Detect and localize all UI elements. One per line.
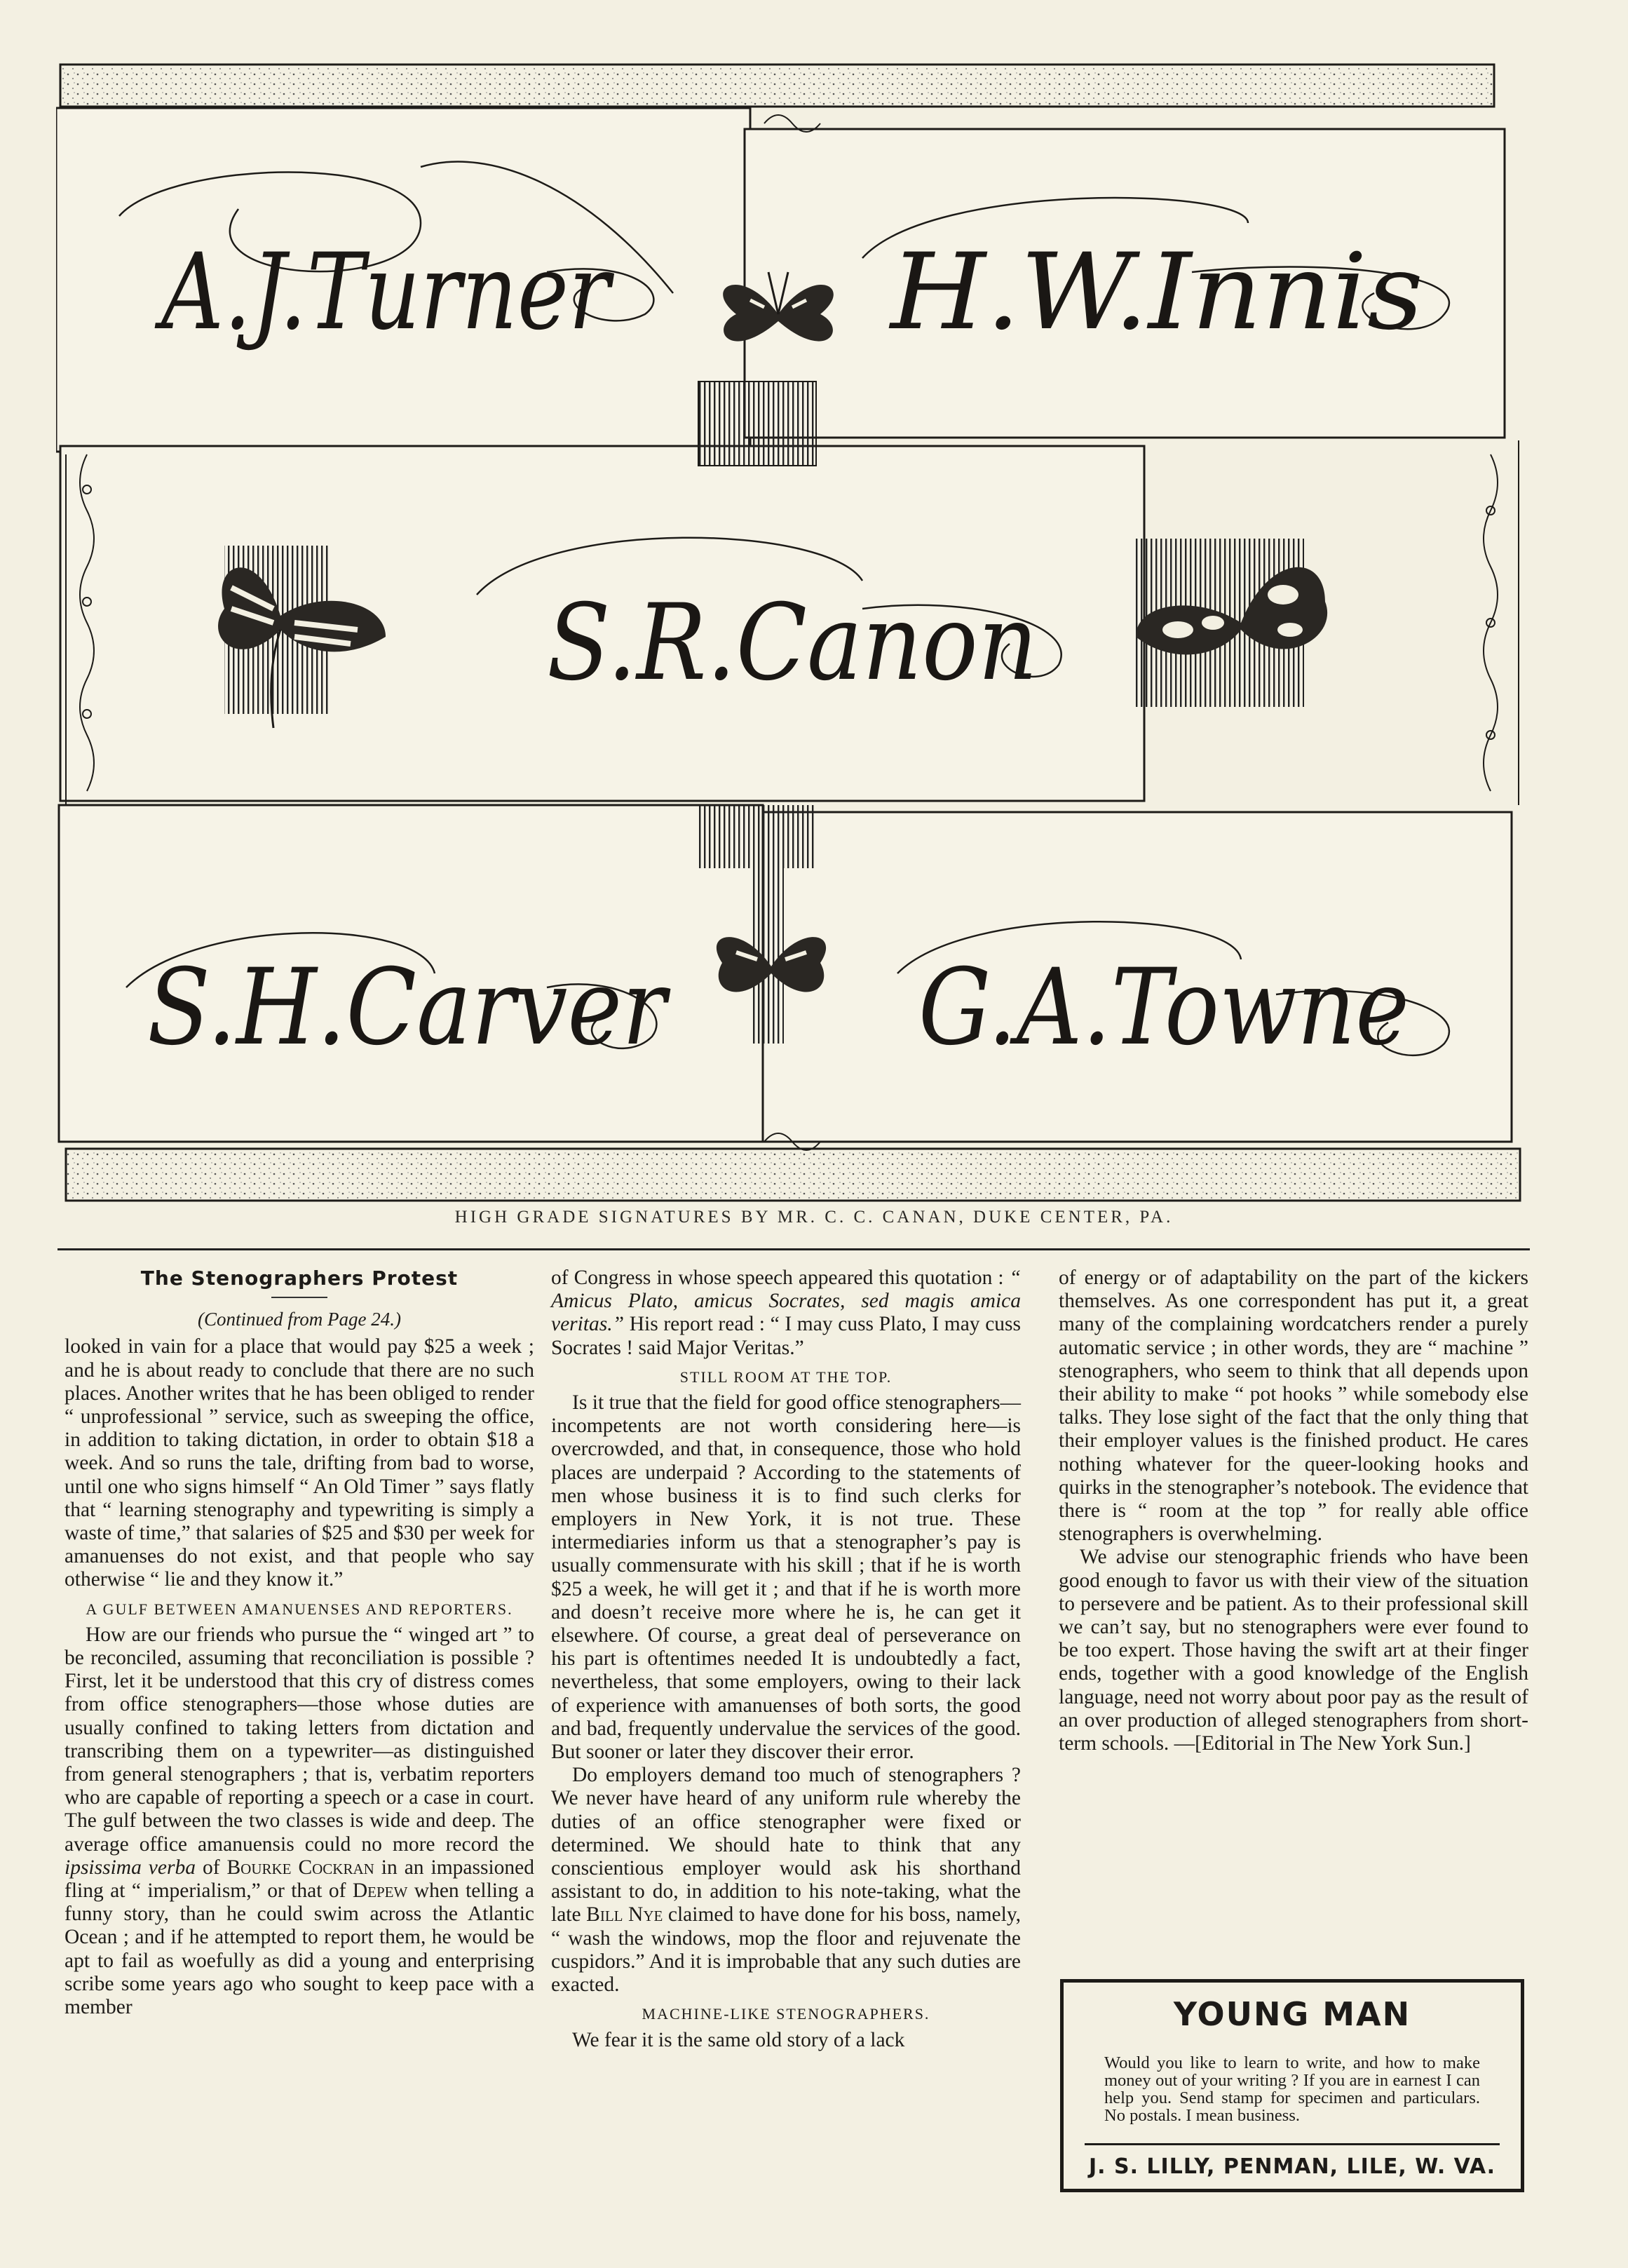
ad-footer: J. S. LILLY, PENMAN, LILE, W. VA.: [1088, 2154, 1496, 2179]
signature-carver: S.H.Carver: [147, 947, 672, 1069]
continued-note: (Continued from Page 24.): [198, 1309, 401, 1330]
article-column-1: [65, 1267, 534, 2019]
article-column-2: [551, 1267, 1021, 2052]
paragraph: of Congress in whose speech appeared this quotation : “ Amicus Plato, amicus Socrates, sed magis amica veritas.” His report read : “ I may cuss Plato, I may cuss Socrates ! said Major Veritas.”: [551, 1267, 1021, 1359]
article-column-3: [1059, 1267, 1528, 1755]
signature-turner: A.J.Turner: [154, 231, 615, 353]
signature-canon: S.R.Canon: [547, 582, 1038, 704]
paragraph: Is it true that the field for good office stenographers—incompetents are not worth considering here—is overcrowded, and that, in consequence, those who hold places are underpaid ? According to the statements of men whose business it is to find such clerks for employers in New York, it is not true. These intermediaries inform us that a stenographer’s pay is usually commensurate with his skill ; that if he is worth $25 a week, he will get it ; and that if he is worth more and doesn’t receive more where he is, he can get it elsewhere. Of course, a great deal of perseverance on his part is oftentimes needed It is undoubtedly a fact, nevertheless, that some employers, owing to their lack of experience with amanuenses of both sorts, the good and bad, frequently undervalue the services of the good. But sooner or later they discover their error.: [551, 1391, 1021, 1764]
title-rule: [271, 1297, 327, 1298]
paragraph: of energy or of adaptability on the part of the kickers themselves. As one correspondent has put it, a great many of the complaining wordcatchers render a purely automatic service ; in other words, they are “ machine ” stenographers, who seem to think that all depends upon their ability to make “ pot hooks ” while somebody else talks. They lose sight of the fact that the only thing that their employer values is the finished product. He cares nothing whatever for the queer-looking hooks and quirks in the stenographer’s notebook. The evidence that there is “ room at the top ” for really able office stenographers is overwhelming.: [1059, 1267, 1528, 1546]
article-title: The Stenographers Protest: [140, 1267, 459, 1290]
paragraph: We advise our stenographic friends who have been good enough to favor us with their view of the situation to persevere and be patient. As to their professional skill we can’t say, but no stenographers were ever found to be too expert. Those having the swift art at their finger ends, together with a good knowledge of the English language, need not worry about poor pay as the result of an over production of alleged stenographers from short-term schools. —[Editorial in The New York Sun.]: [1059, 1546, 1528, 1755]
signature-plate: [56, 62, 1528, 1205]
right-vine-border: [1484, 440, 1519, 805]
section-rule: [57, 1248, 1530, 1250]
signature-towne: G.A.Towne: [918, 947, 1409, 1069]
ad-body: Would you like to learn to write, and how to make money out of your writing ? If you are in earnest I can help you. Send stamp for specimen and particulars. No postals. I mean business.: [1104, 2053, 1480, 2125]
bottom-border-band: [66, 1149, 1520, 1201]
paragraph: How are our friends who pursue the “ winged art ” to be reconciled, assuming that reconciliation is possible ? First, let it be understood that this cry of distress comes from office stenographers—those whose duties are usually confined to taking letters from dictation and transcribing them on a typewriter—as distinguished from general stenographers ; that is, verbatim reporters who are capable of reporting a speech or a case in court. The gulf between the two classes is wide and deep. The average office amanuensis could no more record the ipsissima verba of Bourke Cockran in an impassioned fling at “ imperialism,” or that of Depew when telling a funny story, than he could swim across the Atlantic Ocean ; and if he attempted to report them, he would be apt to fail as woefully as did a young and enterprising scribe some years ago who sought to keep pace with a member: [65, 1623, 535, 2019]
plate-caption: HIGH GRADE SIGNATURES BY MR. C. C. CANAN, DUKE CENTER, PA.: [454, 1208, 1174, 1227]
advertisement-box: [1060, 1979, 1524, 2192]
subheading: STILL ROOM AT THE TOP.: [679, 1368, 893, 1386]
ad-rule: [1085, 2143, 1500, 2145]
hatch-block-upper: [698, 382, 816, 466]
paragraph: Do employers demand too much of stenographers ? We never have heard of any uniform rule whereby the duties of an office stenographer were fixed or determined. We should hate to think that any conscientious employer would ask his shorthand assistant to do, in addition to his note-taking, what the late Bill Nye claimed to have done for his boss, namely, “ wash the windows, mop the floor and rejuvenate the cuspidors.” And it is improbable that any such duties are exacted.: [551, 1764, 1022, 1997]
top-border-band: [60, 65, 1494, 107]
signature-innis: H.W.Innis: [888, 231, 1423, 353]
ad-title: YOUNG MAN: [1173, 1995, 1411, 2033]
paragraph: We fear it is the same old story of a lack: [572, 2028, 905, 2051]
subheading: A GULF BETWEEN AMANUENSES AND REPORTERS.: [86, 1600, 513, 1618]
paragraph: looked in vain for a place that would pay $25 a week ; and he is about ready to conclude that there are no such places. Another writes that he has been obliged to render “ unprofessional ” service, such as sweeping the office, in addition to taking dictation, in order to obtain $18 a week. And so runs the tale, drifting from bad to worse, until one who signs himself “ An Old Timer ” says flatly that “ learning stenography and typewriting is simply a waste of time,” that salaries of $25 and $30 per week for amanuenses do not exist, and that people who say otherwise “ lie and they know it.”: [65, 1335, 534, 1591]
subheading: MACHINE-LIKE STENOGRAPHERS.: [642, 2005, 930, 2023]
